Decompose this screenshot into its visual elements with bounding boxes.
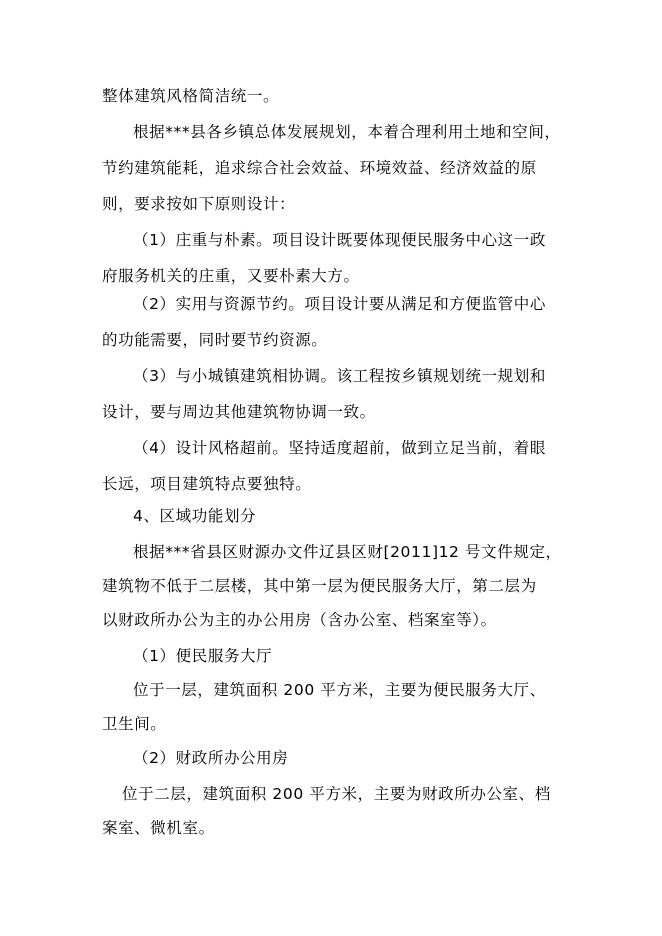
- text-line: （3）与小城镇建筑相协调。该工程按乡镇规划统一规划和: [133, 367, 546, 385]
- text-line: 的功能需要，同时要节约资源。: [102, 331, 328, 349]
- text-line: 根据***县各乡镇总体发展规划，本着合理利用土地和空间，: [133, 123, 561, 141]
- text-line: 案室、微机室。: [102, 819, 215, 837]
- subsection-heading: （1）便民服务大厅: [133, 647, 273, 665]
- text-line: 位于二层，建筑面积 200 平方米，主要为财政所办公室、档: [122, 785, 551, 803]
- text-line: （1）庄重与朴素。项目设计既要体现便民服务中心这一政: [133, 231, 546, 249]
- text-line: 卫生间。: [102, 715, 167, 733]
- text-line: 根据***省县区财源办文件辽县区财[2011]12 号文件规定，: [133, 543, 562, 561]
- text-line: 设计，要与周边其他建筑物协调一致。: [102, 403, 376, 421]
- text-line: 府服务机关的庄重，又要朴素大方。: [102, 267, 360, 285]
- text-line: （2）实用与资源节约。项目设计要从满足和方便监管中心: [133, 295, 546, 313]
- text-line: 则，要求按如下原则设计：: [102, 195, 296, 213]
- subsection-heading: （2）财政所办公用房: [133, 749, 289, 767]
- section-heading: 4、区域功能划分: [133, 507, 257, 525]
- text-line: 位于一层，建筑面积 200 平方米，主要为便民服务大厅、: [133, 681, 546, 699]
- text-line: （4）设计风格超前。坚持适度超前，做到立足当前，着眼: [133, 439, 546, 457]
- text-line: 以财政所办公为主的办公用房（含办公室、档案室等）。: [102, 611, 497, 629]
- text-line: 建筑物不低于二层楼，其中第一层为便民服务大厅，第二层为: [102, 577, 537, 595]
- text-line: 长远，项目建筑特点要独特。: [102, 475, 312, 493]
- text-line: 节约建筑能耗，追求综合社会效益、环境效益、经济效益的原: [102, 159, 537, 177]
- text-line: 整体建筑风格简洁统一。: [102, 87, 280, 105]
